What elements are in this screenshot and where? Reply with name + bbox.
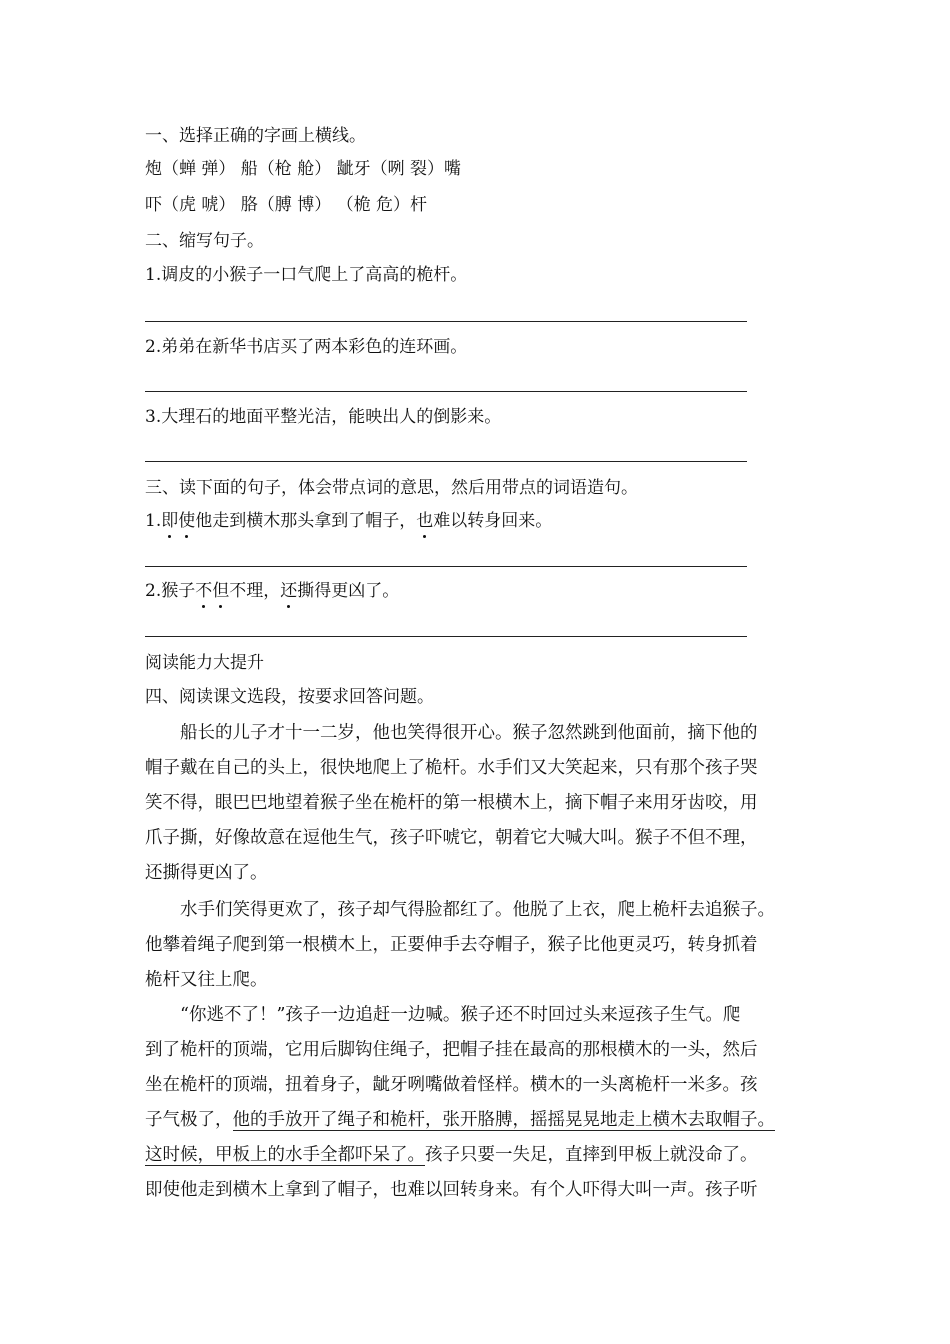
section2-title: 二、缩写句子。 [145,231,264,251]
underlined-sentence: 这时候，甲板上的水手全都吓呆了。 [145,1145,425,1165]
section1-row1: 炮（蝉 弹） 船（枪 舱） 龇牙（咧 裂）嘴 [145,159,462,179]
answer-line-2[interactable] [145,391,747,392]
answer-line-1[interactable] [145,321,747,322]
underlined-sentence: 他的手放开了绳子和桅杆，张开胳膊，摇摇晃晃地走上横木去取帽子。 [232,1110,775,1130]
section1-row2: 吓（虎 唬） 胳（膊 博） （桅 危）杆 [145,195,428,215]
passage-paragraph-2: 水手们笑得更欢了，孩子却气得脸都红了。他脱了上衣，爬上桅杆去追猴子。 他攀着绳子爬到第一根横木上，正要伸手去夺帽子，猴子比他更灵巧，转身抓着 桅杆又往上爬。 [145,900,775,990]
section4-title: 四、阅读课文选段，按要求回答问题。 [145,687,434,707]
section2-question-1: 1.调皮的小猴子一口气爬上了高高的桅杆。 [145,265,468,285]
section3-title: 三、读下面的句子，体会带点词的意思，然后用带点的词语造句。 [145,478,638,498]
reading-heading: 阅读能力大提升 [145,653,264,673]
section2-question-3: 3.大理石的地面平整光洁，能映出人的倒影来。 [145,407,502,427]
dotted-char: 但 [212,581,230,601]
dotted-char: 即 [161,511,179,531]
dotted-char: 使 [178,511,196,531]
section1-title: 一、选择正确的字画上横线。 [145,126,366,146]
dotted-char: 不 [195,581,213,601]
dotted-char: 也 [416,511,434,531]
dotted-char: 还 [280,581,298,601]
answer-line-4[interactable] [145,566,747,567]
answer-line-3[interactable] [145,461,747,462]
answer-line-5[interactable] [145,636,747,637]
section3-question-2: 2.猴子不但不理，还撕得更凶了。 [145,581,400,601]
section3-question-1: 1.即使他走到横木那头拿到了帽子，也难以转身回来。 [145,511,553,531]
passage-paragraph-1: 船长的儿子才十一二岁，他也笑得很开心。猴子忽然跳到他面前，摘下他的 帽子戴在自己的头上，很快地爬上了桅杆。水手们又大笑起来，只有那个孩子哭 笑不得，眼巴巴地望着猴子坐在桅杆的第一根横木上，摘下帽子来用牙齿咬，用 爪子撕，好像故意在逗他生气，孩子吓唬它，朝着它大喊大叫。猴子不但不理， 还撕得更凶了。 [145,723,758,883]
section2-question-2: 2.弟弟在新华书店买了两本彩色的连环画。 [145,337,468,357]
passage-paragraph-3: “你逃不了！”孩子一边追赶一边喊。猴子还不时回过头来逗孩子生气。爬 到了桅杆的顶端，它用后脚钩住绳子，把帽子挂在最高的那根横木的一头，然后 坐在桅杆的顶端，扭着身子，龇牙咧嘴做着怪样。横木的一头离桅杆一米多。孩 子气极了，他的手放开了绳子和桅杆，张开胳膊，摇摇晃晃地走上横木去取帽子。 这时候，甲板上的水手全都吓呆了。孩子只要一失足，直摔到甲板上就没命了。 即使他走到横木上拿到了帽子，也难以回转身来。有个人吓得大叫一声。孩子听 [145,1005,775,1200]
